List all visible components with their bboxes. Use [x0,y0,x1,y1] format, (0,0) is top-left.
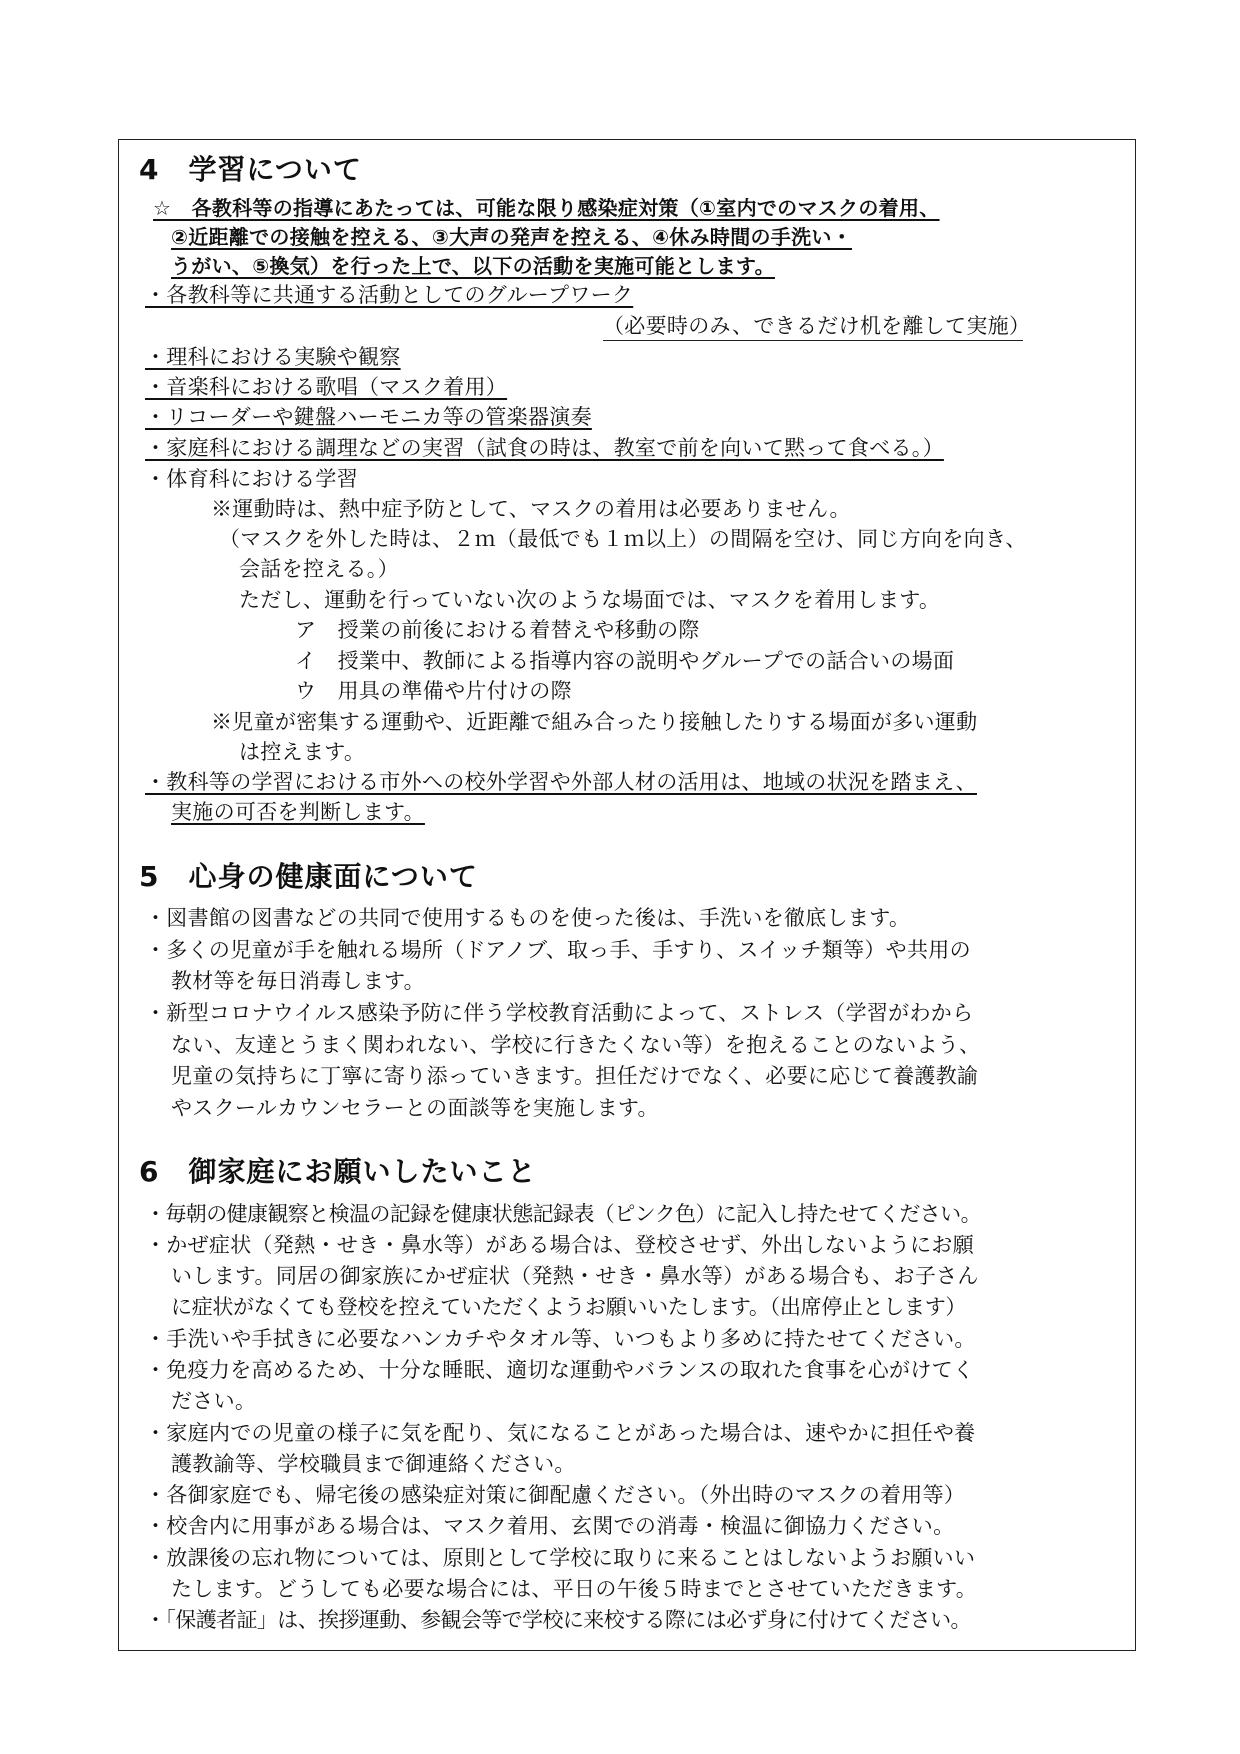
offsite-line-2: 実施の可否を判断します。 [171,800,425,824]
pe-line-2: （マスクを外した時は、２ｍ（最低でも１ｍ以上）の間隔を空け、同じ方向を向き、 [219,527,1027,551]
pe-case-i: イ 授業中、教師による指導内容の説明やグループでの話合いの場面 [295,649,955,673]
request-line-10: ・各御家庭でも、帰宅後の感染症対策に御配慮ください。（外出時のマスクの着用等） [145,1483,966,1507]
pe-case-u: ウ 用具の準備や片付けの際 [295,679,572,703]
activity-pe: ・体育科における学習 [145,467,358,491]
activity-science: ・理科における実験や観察 [145,345,401,369]
request-line-6: ・免疫力を高めるため、十分な睡眠、適切な運動やバランスの取れた食事を心がけてく [145,1358,975,1382]
activity-groupwork: ・各教科等に共通する活動としてのグループワーク [145,283,634,307]
underline-bar [603,340,1023,341]
pe-case-a: ア 授業の前後における着替えや移動の際 [295,618,700,642]
activity-instruments: ・リコーダーや鍵盤ハーモニカ等の管楽器演奏 [145,405,592,429]
offsite-line-1: ・教科等の学習における市外への校外学習や外部人材の活用は、地域の状況を踏まえ、 [145,770,977,794]
pe-line-3: 会話を控える。） [239,557,399,581]
pe-line-1: ※運動時は、熱中症予防として、マスクの着用は必要ありません。 [211,497,851,521]
health-line-3: 教材等を毎日消毒します。 [171,969,425,993]
health-line-2: ・多くの児童が手を触れる場所（ドアノブ、取っ手、手すり、スイッチ類等）や共用の [145,938,971,962]
content-frame [118,139,1136,1651]
notice-line-1: ☆ 各教科等の指導にあたっては、可能な限り感染症対策（①室内でのマスクの着用、 [153,196,940,220]
health-line-6: 児童の気持ちに丁寧に寄り添っていきます。担任だけでなく、必要に応じて養護教諭 [171,1064,979,1088]
section-5-heading: 5 心身の健康面について [139,860,478,893]
request-line-5: ・手洗いや手拭きに必要なハンカチやタオル等、いつもより多めに持たせてください。 [145,1327,976,1351]
notice-line-2: ②近距離での接触を控える、③大声の発声を控える、④休み時間の手洗い・ [171,225,852,249]
request-line-13: たします。どうしても必要な場合には、平日の午後５時までとさせていただきます。 [171,1577,978,1601]
request-line-4: に症状がなくても登校を控えていただくようお願いいたします。（出席停止とします） [171,1295,967,1319]
pe-line-8: ※児童が密集する運動や、近距離で組み合ったり接触したりする場面が多い運動 [211,710,978,734]
request-line-12: ・放課後の忘れ物については、原則として学校に取りに来ることはしないようお願いい [145,1546,976,1570]
health-line-1: ・図書館の図書などの共同で使用するものを使った後は、手洗いを徹底します。 [145,906,911,930]
request-line-2: ・かぜ症状（発熱・せき・鼻水等）がある場合は、登校させず、外出しないようにお願 [145,1233,975,1257]
activity-groupwork-note: （必要時のみ、できるだけ机を離して実施） [603,314,1031,338]
request-line-9: 護教諭等、学校職員まで御連絡ください。 [171,1452,576,1476]
section-6-heading: 6 御家庭にお願いしたいこと [139,1155,537,1188]
request-line-7: ださい。 [171,1389,257,1413]
request-line-14: ・「保護者証」は、挨拶運動、参観会等で学校に来校する際には必ず身に付けてください。 [145,1608,971,1632]
activity-home-economics: ・家庭科における調理などの実習（試食の時は、教室で前を向いて黙って食べる。） [145,436,944,460]
health-line-4: ・新型コロナウイルス感染予防に伴う学校教育活動によって、ストレス（学習がわから [145,1001,974,1025]
health-line-7: やスクールカウンセラーとの面談等を実施します。 [171,1096,659,1120]
notice-line-3: うがい、⑤換気）を行った上で、以下の活動を実施可能とします。 [171,254,775,278]
health-line-5: ない、友達とうまく関われない、学校に行きたくない等）を抱えることのないよう、 [171,1033,981,1057]
request-line-8: ・家庭内での児童の様子に気を配り、気になることがあった場合は、速やかに担任や養 [145,1421,976,1445]
pe-line-9: は控えます。 [239,740,366,764]
pe-line-4: ただし、運動を行っていない次のような場面では、マスクを着用します。 [239,588,941,612]
request-line-11: ・校舎内に用事がある場合は、マスク着用、玄関での消毒・検温に御協力ください。 [145,1514,955,1538]
request-line-1: ・毎朝の健康観察と検温の記録を健康状態記録表（ピンク色）に記入し持たせてください。 [145,1202,981,1226]
section-4-heading: 4 学習について [139,153,362,186]
request-line-3: いします。同居の御家族にかぜ症状（発熱・せき・鼻水等）がある場合も、お子さん [171,1264,979,1288]
activity-music: ・音楽科における歌唱（マスク着用） [145,375,508,399]
